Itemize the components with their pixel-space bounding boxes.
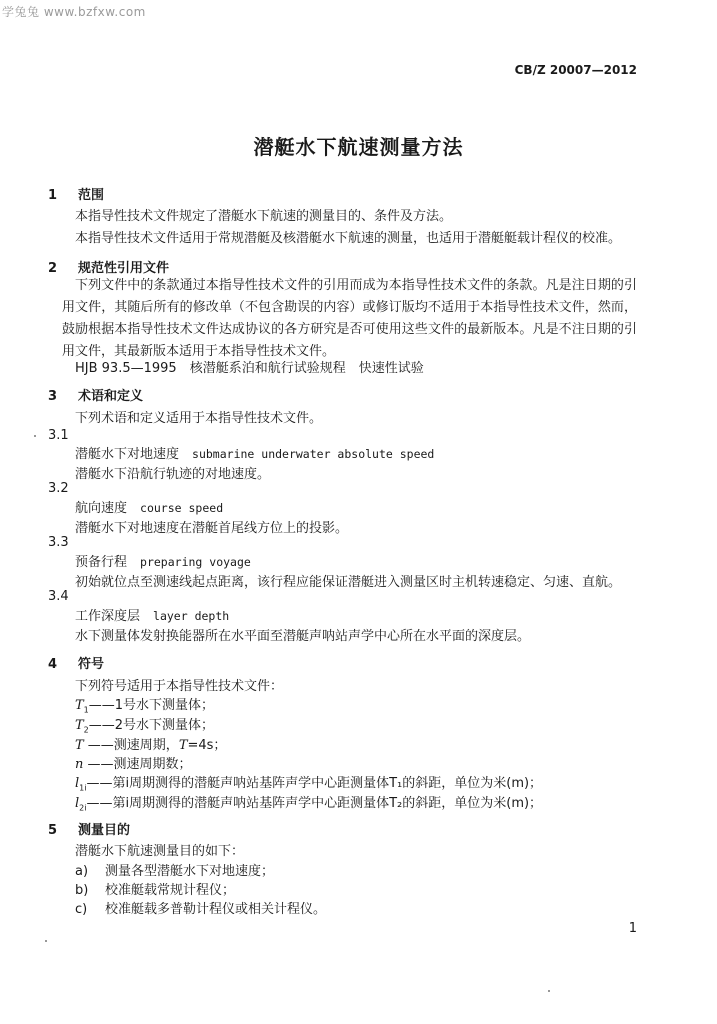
symbol-item [75, 694, 214, 715]
symbol-subscript: 2i [79, 803, 87, 813]
symbol-item [75, 772, 542, 793]
scan-speck [548, 990, 550, 992]
list-text: 测量各型潜艇水下对地速度； [105, 864, 275, 879]
list-marker: b) [75, 883, 89, 898]
list-item [75, 879, 235, 898]
term-definition: 水下测量体发射换能器所在水平面至潜艇声呐站声学中心所在水平面的深度层。 [75, 629, 531, 644]
section-number: 4 [48, 657, 58, 672]
term-number: 3.4 [48, 589, 69, 604]
page-number: 1 [628, 921, 637, 936]
list-marker: a) [75, 864, 89, 879]
section-title: 测量目的 [78, 823, 131, 838]
section-number: 5 [48, 823, 58, 838]
symbol-value: =4s； [187, 738, 227, 753]
section-4-intro: 下列符号适用于本指导性技术文件： [75, 679, 284, 694]
symbol: n [75, 757, 84, 772]
scan-speck [45, 940, 47, 942]
symbol-item [75, 714, 214, 735]
section-1-paragraph-1: 本指导性技术文件规定了潜艇水下航速的测量目的、条件及方法。 [75, 209, 453, 224]
symbol-description: ——测速周期数； [83, 757, 192, 772]
section-1-heading [48, 184, 104, 203]
section-number: 1 [48, 188, 58, 203]
list-text: 校准艇载常规计程仪； [105, 883, 236, 898]
section-5-intro: 潜艇水下航速测量目的如下： [75, 844, 245, 859]
symbol-description: ——1号水下测量体； [88, 698, 215, 713]
symbol-item [75, 734, 226, 753]
term-number: 3.2 [48, 481, 69, 496]
list-marker: c) [75, 902, 88, 917]
list-item [75, 860, 274, 879]
symbol-inline: T [178, 738, 188, 753]
term-chinese: 航向速度 [75, 501, 128, 516]
term-number: 3.1 [48, 428, 69, 443]
term-english: preparing voyage [140, 555, 251, 569]
term-chinese: 潜艇水下对地速度 [75, 447, 180, 462]
symbol-subscript: 1i [79, 783, 87, 793]
list-text: 校准艇载多普勒计程仪或相关计程仪。 [105, 902, 327, 917]
term-number: 3.3 [48, 535, 69, 550]
term-name [75, 551, 251, 570]
watermark: 学兔兔 www.bzfxw.com [2, 5, 146, 19]
symbol: l [75, 776, 80, 791]
section-2-heading [48, 257, 169, 276]
standard-number: CB/Z 20007—2012 [514, 63, 637, 77]
term-english: submarine underwater absolute speed [192, 447, 435, 461]
symbol: l [75, 796, 80, 811]
section-3-heading [48, 385, 143, 404]
symbol-description: ——2号水下测量体； [88, 718, 215, 733]
section-number: 2 [48, 261, 58, 276]
document-title: 潜艇水下航速测量方法 [253, 135, 464, 159]
normative-reference: HJB 93.5—1995 核潜艇系泊和航行试验规程 快速性试验 [75, 361, 424, 376]
section-title: 术语和定义 [78, 389, 144, 404]
symbol: T [75, 698, 84, 713]
symbol-item [75, 753, 192, 772]
section-3-intro: 下列术语和定义适用于本指导性技术文件。 [75, 411, 323, 426]
section-5-heading [48, 819, 130, 838]
term-name [75, 605, 229, 624]
section-1-paragraph-2: 本指导性技术文件适用于常规潜艇及核潜艇水下航速的测量，也适用于潜艇艇载计程仪的校准。 [75, 231, 622, 246]
term-definition: 初始就位点至测速线起点距离，该行程应能保证潜艇进入测量区时主机转速稳定、匀速、直航。 [75, 575, 622, 590]
scan-speck [34, 435, 36, 437]
symbol: T [75, 718, 84, 733]
symbol-description: ——测速周期， [83, 738, 179, 753]
term-chinese: 预备行程 [75, 555, 128, 570]
symbol: T [75, 738, 84, 753]
section-title: 符号 [78, 657, 105, 672]
term-name [75, 443, 434, 462]
section-title: 规范性引用文件 [78, 261, 170, 276]
section-number: 3 [48, 389, 58, 404]
term-english: course speed [140, 501, 224, 515]
term-english: layer depth [153, 609, 230, 623]
symbol-subscript: 1 [83, 705, 89, 715]
term-chinese: 工作深度层 [75, 609, 141, 624]
term-definition: 潜艇水下沿航行轨迹的对地速度。 [75, 467, 271, 482]
term-name [75, 497, 223, 516]
section-2-paragraph: 下列文件中的条款通过本指导性技术文件的引用而成为本指导性技术文件的条款。凡是注日期的引用文件，其随后所有的修改单（不包含勘误的内容）或修订版均不适用于本指导性技术文件，然而，鼓励根据本指导性技术文件达成协议的各方研究是否可使用这些文件的最新版本。凡是不注日期的引用文件，其最新版本适用于本指导性技术文件。 [62, 278, 637, 359]
section-4-heading [48, 653, 104, 672]
symbol-description: ——第i周期测得的潜艇声呐站基阵声学中心距测量体T₁的斜距，单位为米(m)； [86, 776, 543, 791]
symbol-description: ——第i周期测得的潜艇声呐站基阵声学中心距测量体T₂的斜距，单位为米(m)； [86, 796, 543, 811]
section-title: 范围 [78, 188, 105, 203]
list-item [75, 898, 326, 917]
symbol-item [75, 792, 542, 813]
symbol-subscript: 2 [83, 725, 89, 735]
term-definition: 潜艇水下对地速度在潜艇首尾线方位上的投影。 [75, 521, 349, 536]
